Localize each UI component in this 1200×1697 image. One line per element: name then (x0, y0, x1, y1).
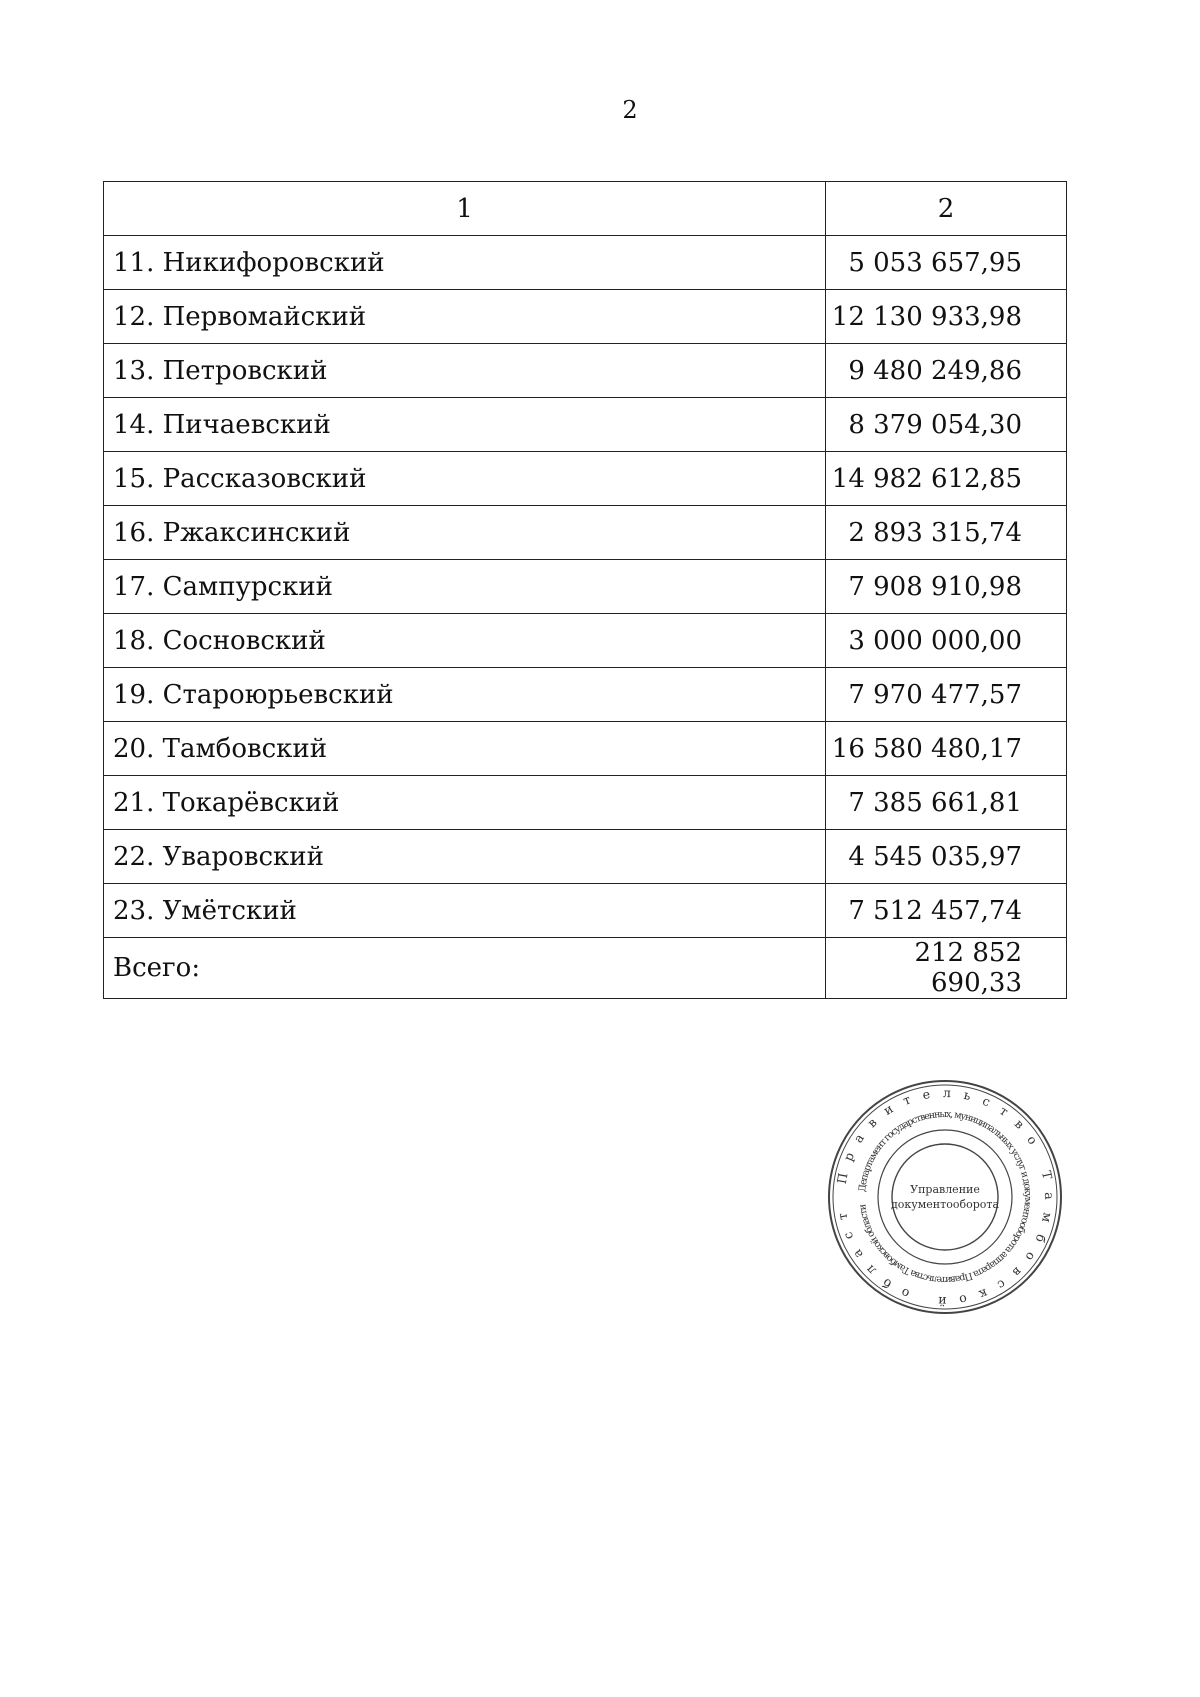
table-header-col-2: 2 (826, 182, 1067, 236)
svg-text:Департамент государственных, м: Департамент государственных, муниципальных услуг и документооборота аппарата Правительства Тамбовской области (857, 1108, 1034, 1286)
district-name: 11. Никифоровский (104, 236, 826, 290)
amount-value: 212 852 690,33 (826, 938, 1067, 999)
official-stamp (825, 1077, 1065, 1317)
table-row (104, 776, 1067, 830)
district-name: 13. Петровский (104, 344, 826, 398)
table-row (104, 398, 1067, 452)
district-name: 20. Тамбовский (104, 722, 826, 776)
amount-value: 8 379 054,30 (826, 398, 1067, 452)
total-row (104, 938, 1067, 999)
amount-value: 7 385 661,81 (826, 776, 1067, 830)
table-row (104, 722, 1067, 776)
district-name: 15. Рассказовский (104, 452, 826, 506)
amount-value: 16 580 480,17 (826, 722, 1067, 776)
amount-value: 7 970 477,57 (826, 668, 1067, 722)
district-name: 19. Староюрьевский (104, 668, 826, 722)
table-row (104, 290, 1067, 344)
stamp-seal-icon (825, 1077, 1065, 1317)
district-name: 21. Токарёвский (104, 776, 826, 830)
data-table (103, 181, 1067, 999)
amount-value: 7 908 910,98 (826, 560, 1067, 614)
table-row (104, 884, 1067, 938)
district-name: 12. Первомайский (104, 290, 826, 344)
amount-value: 5 053 657,95 (826, 236, 1067, 290)
district-name: Всего: (104, 938, 826, 999)
table-row (104, 506, 1067, 560)
svg-text:Управление: Управление (910, 1183, 980, 1196)
table-row (104, 344, 1067, 398)
amount-value: 9 480 249,86 (826, 344, 1067, 398)
amount-value: 12 130 933,98 (826, 290, 1067, 344)
district-name: 23. Умётский (104, 884, 826, 938)
table-row (104, 236, 1067, 290)
amount-value: 4 545 035,97 (826, 830, 1067, 884)
svg-text:Правительство Тамбовской облас: Правительство Тамбовской област (833, 1084, 1058, 1310)
amount-value: 14 982 612,85 (826, 452, 1067, 506)
table-header-row (104, 182, 1067, 236)
district-name: 22. Уваровский (104, 830, 826, 884)
page-number: 2 (622, 96, 638, 124)
table-row (104, 560, 1067, 614)
table-row (104, 452, 1067, 506)
district-name: 17. Сампурский (104, 560, 826, 614)
amount-value: 2 893 315,74 (826, 506, 1067, 560)
table-row (104, 614, 1067, 668)
table-row (104, 668, 1067, 722)
district-name: 16. Ржаксинский (104, 506, 826, 560)
svg-text:документооборота: документооборота (890, 1198, 1000, 1211)
amount-value: 3 000 000,00 (826, 614, 1067, 668)
amount-value: 7 512 457,74 (826, 884, 1067, 938)
table-row (104, 830, 1067, 884)
table-header-col-1: 1 (104, 182, 826, 236)
district-name: 18. Сосновский (104, 614, 826, 668)
district-name: 14. Пичаевский (104, 398, 826, 452)
